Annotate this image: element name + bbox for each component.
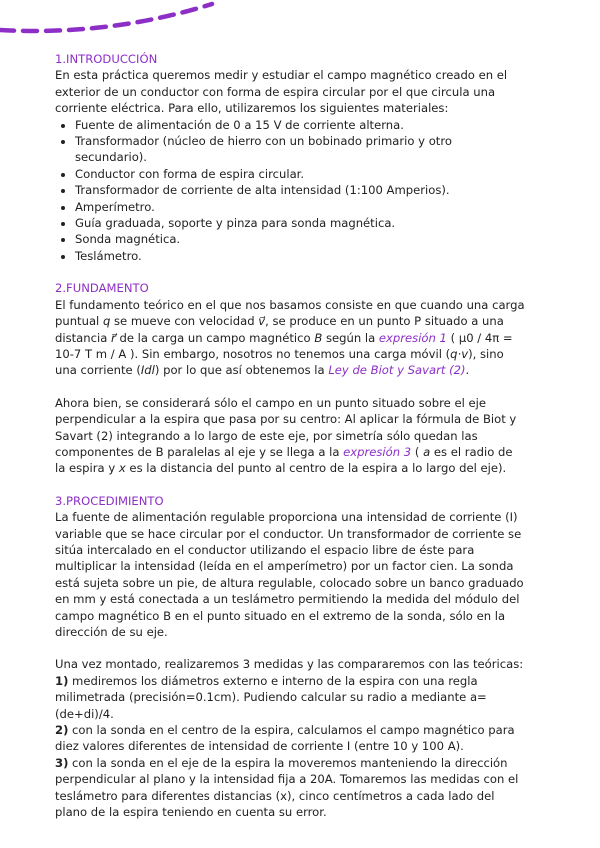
section-introduccion [55,51,525,264]
variable-r: r⃗ [111,330,116,345]
section-procedimiento [55,493,525,821]
section-title: 3.PROCEDIMIENTO [55,493,164,508]
variable-qv: q·v [450,346,469,361]
list-item: • Sonda magnética. [75,231,525,247]
variable-idl: Idl [140,363,155,378]
expression-3-link[interactable]: expresión 3 [343,444,412,459]
fundamento-paragraph-1: El fundamento teórico en el que nos basamos consiste en que cuando una carga puntual q se mueve con velocidad v⃗, se produce en un punto P situado a una distancia r⃗ de la carga un campo magnético B según la expresión 1 ( μ0 / 4π = 10-7 T m / A ). Sin embargo, nosotros no tenemos una carga móvil (q·v), sino una corriente (Idl) por lo que así obtenemos la Ley de Biot y Savart (2). [55,297,525,378]
step-number: 2) [55,723,69,738]
decorative-dashed-curve [0,0,230,40]
document-body [55,51,525,820]
section-fundamento [55,280,525,476]
biot-savart-link[interactable]: Ley de Biot y Savart (2) [328,363,466,378]
intro-paragraph: En esta práctica queremos medir y estudiar el campo magnético creado en el exterior de un conductor con forma de espira circular por el que circula una corriente eléctrica. Para ello, utilizaremos los siguientes materiales: [55,68,508,116]
list-item: • Amperímetro. [75,199,525,215]
procedure-step-1: 1) mediremos los diámetros externo e interno de la espira con una regla milimetrada (precisión=0.1cm). Pudiendo calcular su radio a mediante a=(de+di)/4. [55,673,487,721]
expression-1-link[interactable]: expresión 1 [378,330,447,345]
procedure-step-2: 2) con la sonda en el centro de la espira, calculamos el campo magnético para diez valores diferentes de intensidad de corriente I (entre 10 y 100 A). [55,723,515,754]
fundamento-paragraph-2: Ahora bien, se considerará sólo el campo en un punto situado sobre el eje perpendicular a la espira que pasa por su centro: Al aplicar la fórmula de Biot y Savart (2) integrando a lo largo de este eje, por simetría sólo quedan las componentes de B paralelas al eje y se llega a la expresión 3 ( a es el radio de la espira y x es la distancia del punto al centro de la espira a lo largo del eje). [55,395,517,476]
section-title: 2.FUNDAMENTO [55,281,149,296]
list-item: • Guía graduada, soporte y pinza para sonda magnética. [75,215,525,231]
variable-x: x [118,461,126,476]
procedimiento-paragraph-2: Una vez montado, realizaremos 3 medidas y las compararemos con las teóricas: [55,657,524,672]
list-item: • Fuente de alimentación de 0 a 15 V de corriente alterna. [75,117,525,133]
section-title: 1.INTRODUCCIÓN [55,52,158,66]
step-number: 1) [55,673,69,688]
variable-q: q [102,314,111,329]
materials-list [55,117,525,265]
list-item: • Transformador de corriente de alta intensidad (1:100 Amperios). [75,182,525,198]
procedimiento-paragraph-1: La fuente de alimentación regulable proporciona una intensidad de corriente (I) variable que se hace circular por el conductor. Un transformador de corriente se sitúa intercalado en el conductor utilizando el espacio libre de éste para multiplicar la intensidad (leída en el amperímetro) por un factor cien. La sonda está sujeta sobre un pie, de altura regulable, colocado sobre un banco graduado en mm y está conectada a un teslámetro permitiendo la medida del módulo del campo magnético B en el punto situado en el extremo de la sonda, sólo en la dirección de su eje. [55,510,524,639]
variable-a: a [423,444,431,459]
step-number: 3) [55,755,69,770]
list-item: • Teslámetro. [75,248,525,264]
list-item: • Conductor con forma de espira circular. [75,166,525,182]
variable-B: B [314,330,323,345]
procedure-step-3: 3) con la sonda en el eje de la espira la moveremos manteniendo la dirección perpendicular al plano y la intensidad fija a 20A. Tomaremos las medidas con el teslámetro para diferentes distancias (x), cinco centímetros a cada lado del plano de la espira teniendo en cuenta su error. [55,755,519,820]
variable-v: v⃗ [258,314,266,329]
list-item: • Transformador (núcleo de hierro con un bobinado primario y otro secundario). [75,133,525,166]
